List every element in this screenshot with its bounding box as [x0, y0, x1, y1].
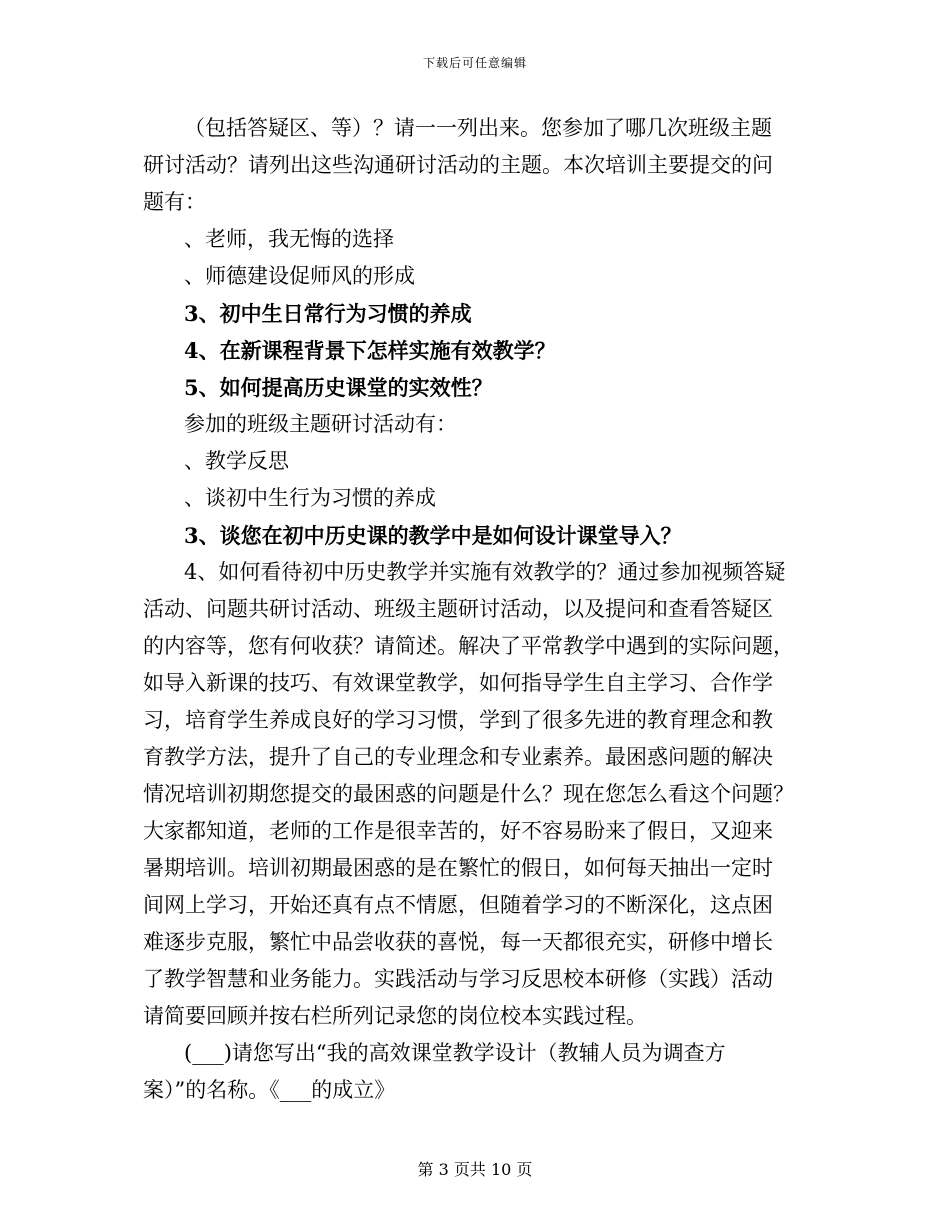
body-line: 育教学方法，提升了自己的专业理念和专业素养。最困惑问题的解决: [143, 745, 773, 769]
body-line: 如导入新课的技巧、有效课堂教学，如何指导学生自主学习、合作学: [143, 671, 773, 695]
body-line-bold: 5、如何提高历史课堂的实效性？: [184, 375, 493, 400]
page-number: 第 3 页共 10 页: [417, 1160, 533, 1179]
body-line: 情况培训初期您提交的最困惑的问题是什么？现在您怎么看这个问题？: [143, 782, 794, 806]
body-line: 4、如何看待初中历史教学并实施有效教学的？通过参加视频答疑: [184, 560, 786, 584]
body-line-bold: 4、在新课程背景下怎样实施有效教学？: [184, 338, 556, 363]
body-line: 的内容等，您有何收获？请简述。解决了平常教学中遇到的实际问题，: [143, 634, 794, 658]
body-line: 、教学反思: [184, 449, 289, 473]
body-line: 、师德建设促师风的形成: [184, 264, 415, 288]
body-line-bold: 3、谈您在初中历史课的教学中是如何设计课堂导入？: [184, 523, 682, 548]
body-line: （包括答疑区、等）？请一一列出来。您参加了哪几次班级主题: [184, 116, 772, 140]
body-line: 暑期培训。培训初期最困惑的是在繁忙的假日，如何每天抽出一定时: [143, 856, 773, 880]
header-note: 下载后可任意编辑: [422, 56, 527, 70]
body-line: 研讨活动？请列出这些沟通研讨活动的主题。本次培训主要提交的问: [143, 153, 773, 177]
body-line: 请简要回顾并按右栏所列记录您的岗位校本实践过程。: [143, 1004, 647, 1028]
body-line: 、老师，我无悔的选择: [184, 227, 394, 251]
body-line: 了教学智慧和业务能力。实践活动与学习反思校本研修（实践）活动: [143, 967, 773, 991]
body-line: 参加的班级主题研讨活动有：: [184, 412, 457, 436]
body-line: 案）”的名称。《___的成立》: [143, 1078, 396, 1102]
body-line: 、谈初中生行为习惯的养成: [184, 486, 436, 510]
body-line: 难逐步克服，繁忙中品尝收获的喜悦，每一天都很充实，研修中增长: [143, 930, 773, 954]
body-line: (___)请您写出“我的高效课堂教学设计（教辅人员为调查方: [184, 1041, 726, 1065]
body-line: 间网上学习，开始还真有点不情愿，但随着学习的不断深化，这点困: [143, 893, 773, 917]
body-line: 题有：: [143, 190, 206, 214]
body-line: 活动、问题共研讨活动、班级主题研讨活动，以及提问和查看答疑区: [143, 597, 773, 621]
body-line-bold: 3、初中生日常行为习惯的养成: [184, 301, 472, 326]
body-line: 习，培育学生养成良好的学习习惯，学到了很多先进的教育理念和教: [143, 708, 773, 732]
body-line: 大家都知道，老师的工作是很幸苦的，好不容易盼来了假日，又迎来: [143, 819, 773, 843]
